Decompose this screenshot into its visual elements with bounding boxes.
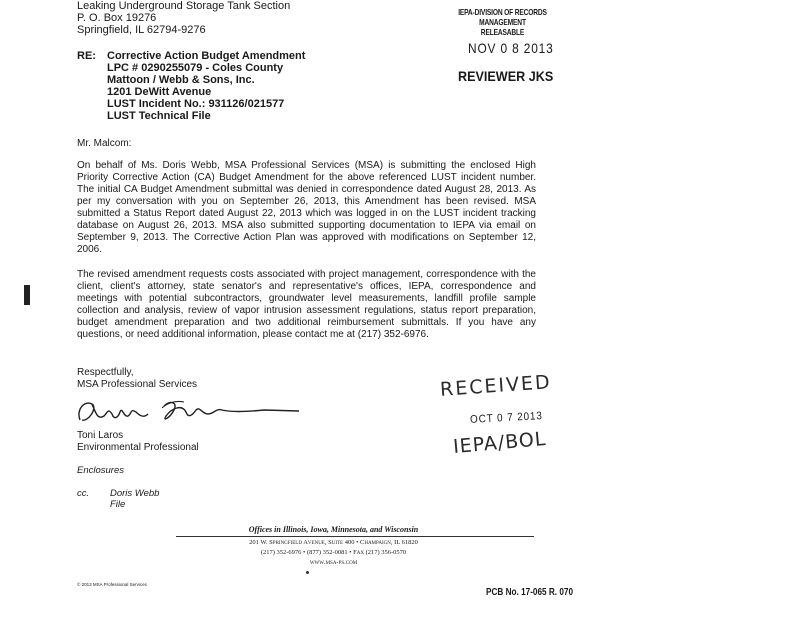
cc-recipients (110, 488, 159, 510)
sender-address (77, 0, 290, 36)
closing-line-1: Respectfully, (77, 367, 134, 378)
received-department: IEPA/BOL (452, 427, 548, 459)
re-label: RE: (77, 50, 96, 62)
signer-block (77, 430, 199, 454)
subject-line-5: LUST Incident No.: 931126/021577 (107, 98, 285, 110)
body-paragraph-1: On behalf of Ms. Doris Webb, MSA Professional Services (MSA) is submitting the enclosed High Priority Corrective Action (CA) Budget Amendment for the above referenced LUST incident number. The initial CA Budget Amendment submittal was denied in correspondence dated August 28, 2013. As per my conversation with you on September 26, 2013, this Amendment has been revised. MSA submitted a Status Report dated August 22, 2013 which was logged in on the LUST incident tracking database on August 26, 2013. MSA also submitted supporting documentation to IEPA via email on September 9, 2013. The Corrective Action Plan was approved with modifications on September 12, 2006. (77, 160, 536, 255)
signer-title: Environmental Professional (77, 442, 199, 453)
copyright-notice: © 2013 MSA Professional Services (77, 582, 147, 587)
footer-bullet (306, 571, 309, 574)
body-paragraph-2: The revised amendment requests costs associated with project management, correspondence with the client, client's attorney, state senator's and representative's offices, IEPA, correspondence and meetings with potential subcontractors, groundwater level measurements, landfill profile sample collection and analysis, review of vapor intrusion assessment regulations, status report preparation, budget amendment preparation and two additional reimbursement submittals. If you have any questions, or need additional information, please contact me at (217) 352-6976. (77, 269, 536, 340)
received-stamp: RECEIVED (439, 371, 553, 401)
closing-line-2: MSA Professional Services (77, 379, 198, 390)
footer-offices: Offices in Illinois, Iowa, Minnesota, and Wisconsin (248, 525, 419, 534)
footer-address: 201 W. Springfield Avenue, Suite 400 • Champaign, IL 61820 (249, 539, 418, 546)
subject-line-3: Mattoon / Webb & Sons, Inc. (107, 74, 255, 86)
footer-phones: (217) 352-6976 • (877) 352-0081 • Fax (217) 356-0570 (260, 549, 407, 556)
stamp-line-2: RELEASABLE (480, 27, 525, 37)
records-management-stamp (446, 7, 559, 37)
cc-recipient-1: Doris Webb (110, 488, 160, 499)
cc-label: cc. (77, 488, 90, 499)
reviewer-stamp: REVIEWER JKS (458, 68, 554, 84)
footer-website: www.msa-ps.com (309, 559, 358, 566)
signer-name: Toni Laros (77, 430, 124, 441)
salutation: Mr. Malcom: (77, 138, 132, 149)
subject-block (107, 50, 305, 122)
closing (77, 367, 197, 391)
scan-artifact (24, 285, 30, 305)
address-line-3: Springfield, IL 62794-9276 (77, 24, 206, 36)
received-date: OCT 0 7 2013 (469, 410, 544, 426)
cc-recipient-2: File (110, 499, 126, 510)
pcb-number: PCB No. 17-065 R. 070 (486, 587, 574, 598)
address-line-2: P. O. Box 19276 (77, 12, 157, 24)
enclosures-label: Enclosures (77, 465, 124, 476)
handwritten-signature (74, 392, 304, 430)
subject-line-6: LUST Technical File (107, 110, 211, 122)
subject-line-4: 1201 DeWitt Avenue (107, 86, 212, 98)
releasable-date: NOV 0 8 2013 (468, 40, 554, 56)
stamp-line-1: IEPA-DIVISION OF RECORDS MANAGEMENT (458, 7, 547, 27)
subject-line-2: LPC # 0290255079 - Coles County (107, 62, 284, 74)
footer-contact (176, 538, 491, 568)
address-line-1: Leaking Underground Storage Tank Section (77, 0, 291, 12)
footer-divider (176, 536, 534, 537)
subject-line-1: Corrective Action Budget Amendment (107, 50, 306, 62)
